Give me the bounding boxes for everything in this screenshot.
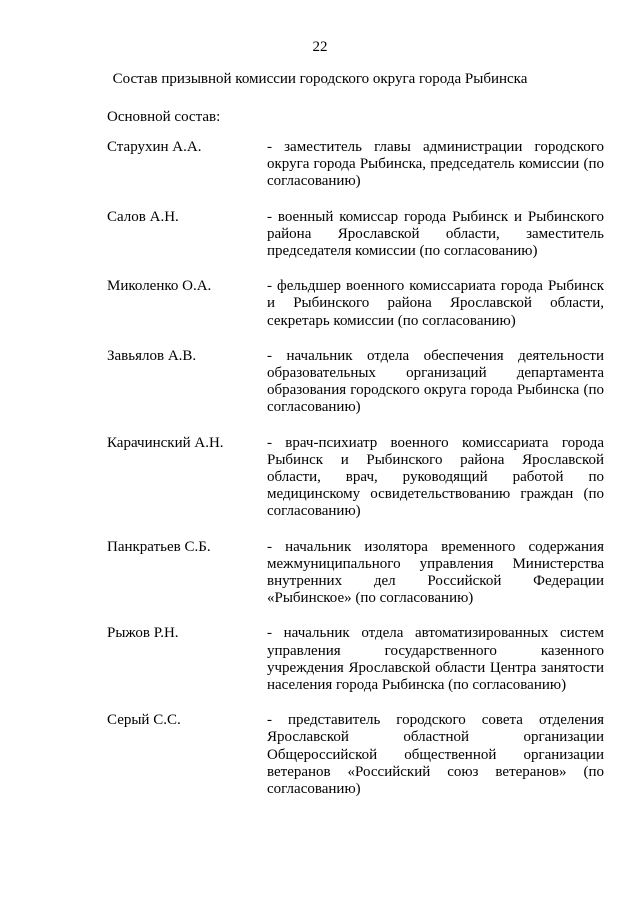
member-role: - военный комиссар города Рыбинск и Рыбинского района Ярославской области, заместитель председателя комиссии (по согласованию): [267, 208, 604, 260]
member-role: - начальник изолятора временного содержания межмуниципального управления Министерства внутренних дел Российской Федерации «Рыбинское» (по согласованию): [267, 538, 604, 607]
member-entry: [107, 435, 604, 521]
member-role: - врач-психиатр военного комиссариата города Рыбинск и Рыбинского района Ярославской области, врач, руководящий работой по медицинскому освидетельствованию граждан (по согласованию): [267, 434, 604, 520]
member-name: Завьялов А.В.: [107, 347, 197, 364]
member-name: Салов А.Н.: [107, 208, 179, 225]
member-entry: [107, 539, 604, 608]
member-name: Панкратьев С.Б.: [107, 538, 211, 555]
member-entry: [107, 278, 604, 330]
member-role: - представитель городского совета отделения Ярославской областной организации Общероссийской общественной организации ветеранов «Российский союз ветеранов» (по согласованию): [267, 712, 604, 798]
page-number: 22: [312, 39, 328, 55]
member-entry: [107, 348, 604, 417]
member-entry: [107, 209, 604, 261]
section-heading: Основной состав:: [107, 109, 221, 125]
member-name: Старухин А.А.: [107, 139, 202, 155]
document-title: Состав призывной комиссии городского округа города Рыбинска: [112, 71, 528, 87]
member-list: [107, 139, 604, 798]
member-name: Карачинский А.Н.: [107, 434, 224, 451]
member-name: Серый С.С.: [107, 712, 181, 729]
member-entry: [107, 712, 604, 798]
member-entry: [107, 625, 604, 694]
member-role: - начальник отдела автоматизированных систем управления государственного казенного учреждения Ярославской области Центра занятости населения города Рыбинска (по согласованию): [267, 625, 604, 694]
member-name: Миколенко О.А.: [107, 278, 212, 295]
member-role: - начальник отдела обеспечения деятельности образовательных организаций департамента образования городского округа города Рыбинска (по согласованию): [267, 347, 604, 416]
member-role: - заместитель главы администрации городского округа города Рыбинска, председатель комиссии (по согласованию): [267, 139, 604, 190]
member-entry: [107, 139, 604, 191]
member-name: Рыжов Р.Н.: [107, 625, 179, 642]
member-role: - фельдшер военного комиссариата города Рыбинск и Рыбинского района Ярославской области, секретарь комиссии (по согласованию): [267, 278, 604, 329]
